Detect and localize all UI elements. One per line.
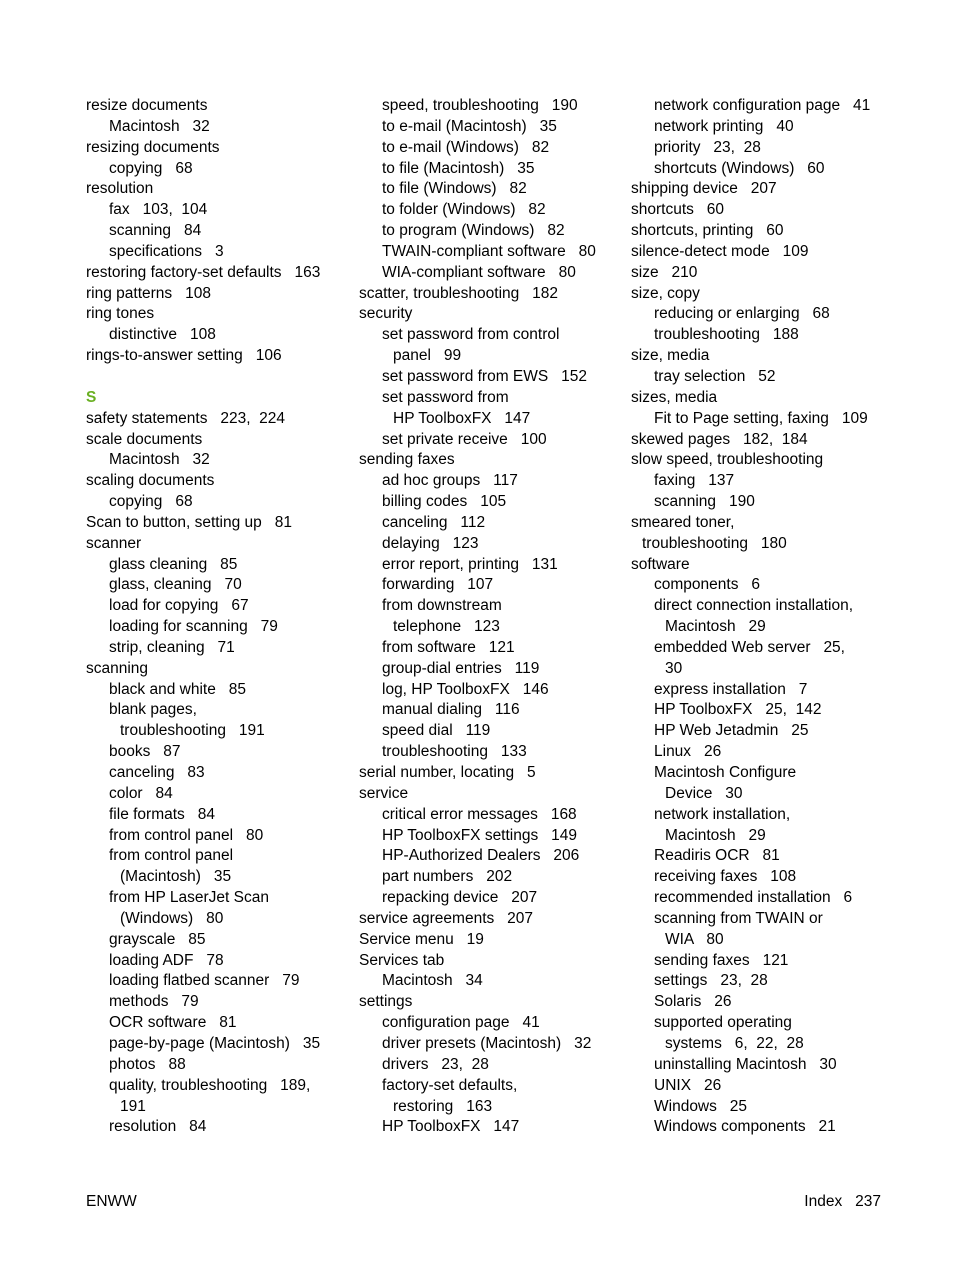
index-entry: slow speed, troubleshooting <box>631 451 824 469</box>
index-subentry: HP ToolboxFX settings 149 <box>382 826 578 844</box>
index-subentry-continuation: systems 6, 22, 28 <box>665 1034 804 1052</box>
index-entry: ring tones <box>86 305 155 323</box>
index-subentry: direct connection installation, <box>654 597 854 615</box>
index-subentry-continuation: telephone 123 <box>393 618 500 636</box>
index-subentry: receiving faxes 108 <box>654 868 797 886</box>
index-subentry: set password from <box>382 388 509 406</box>
index-entry: scanner <box>86 534 142 552</box>
index-subentry-continuation: panel 99 <box>393 347 462 365</box>
index-subentry: from control panel <box>109 847 234 865</box>
index-entry: Scan to button, setting up 81 <box>86 513 292 531</box>
index-subentry: network printing 40 <box>654 117 794 135</box>
index-subentry: manual dialing 116 <box>382 701 520 719</box>
index-subentry: TWAIN-compliant software 80 <box>382 242 596 260</box>
index-entry: Service menu 19 <box>359 930 484 948</box>
index-subentry: embedded Web server 25, <box>654 638 845 656</box>
index-entry: rings-to-answer setting 106 <box>86 347 282 365</box>
index-subentry: critical error messages 168 <box>382 805 577 823</box>
index-subentry: log, HP ToolboxFX 146 <box>382 680 549 698</box>
index-subentry: color 84 <box>109 784 173 802</box>
index-entry: scale documents <box>86 430 203 448</box>
index-entry: resizing documents <box>86 138 220 156</box>
index-subentry: shortcuts (Windows) 60 <box>654 159 825 177</box>
index-entry: size, media <box>631 347 710 365</box>
index-subentry: set private receive 100 <box>382 430 547 448</box>
index-subentry: Macintosh 32 <box>109 117 210 135</box>
index-entry: silence-detect mode 109 <box>631 242 809 260</box>
index-subentry: set password from control <box>382 326 560 344</box>
index-subentry: to e-mail (Macintosh) 35 <box>382 117 557 135</box>
index-subentry: to file (Macintosh) 35 <box>382 159 535 177</box>
index-subentry: glass cleaning 85 <box>109 555 238 573</box>
index-subentry: loading for scanning 79 <box>109 618 278 636</box>
index-entry: security <box>359 305 413 323</box>
index-subentry-continuation: WIA 80 <box>665 930 724 948</box>
index-subentry: methods 79 <box>109 993 199 1011</box>
index-subentry: to e-mail (Windows) 82 <box>382 138 550 156</box>
index-entry: safety statements 223, 224 <box>86 409 286 427</box>
index-subentry: from HP LaserJet Scan <box>109 889 269 907</box>
index-subentry: group-dial entries 119 <box>382 659 540 677</box>
index-subentry: repacking device 207 <box>382 889 538 907</box>
index-subentry: troubleshooting 133 <box>382 743 527 761</box>
index-subentry: copying 68 <box>109 493 193 511</box>
index-subentry-continuation: (Macintosh) 35 <box>120 868 232 886</box>
index-subentry: supported operating <box>654 1014 792 1032</box>
index-subentry: UNIX 26 <box>654 1076 722 1094</box>
index-subentry: part numbers 202 <box>382 868 513 886</box>
index-entry: Services tab <box>359 951 445 969</box>
index-subentry: file formats 84 <box>109 805 215 823</box>
index-entry: shipping device 207 <box>631 180 777 198</box>
index-entry: ring patterns 108 <box>86 284 211 302</box>
index-entry: resolution <box>86 180 154 198</box>
footer-page-number: Index 237 <box>804 1193 881 1210</box>
index-subentry: network configuration page 41 <box>654 97 871 114</box>
index-subentry-continuation: Macintosh 29 <box>665 618 766 636</box>
index-subentry: express installation 7 <box>654 680 808 698</box>
section-letter: S <box>86 388 97 406</box>
index-subentry: Macintosh 32 <box>109 451 210 469</box>
index-subentry: to file (Windows) 82 <box>382 180 527 198</box>
index-subentry: error report, printing 131 <box>382 555 558 573</box>
index-subentry: settings 23, 28 <box>654 972 768 990</box>
index-subentry: distinctive 108 <box>109 326 216 344</box>
index-subentry-continuation: 191 <box>120 1097 146 1115</box>
index-entry: scatter, troubleshooting 182 <box>359 284 559 302</box>
index-subentry: tray selection 52 <box>654 367 776 385</box>
index-subentry: Macintosh Configure <box>654 764 797 781</box>
index-entry-continuation: troubleshooting 180 <box>642 534 787 552</box>
index-entry: scaling documents <box>86 472 215 490</box>
index-subentry: Macintosh 34 <box>382 972 483 990</box>
index-subentry: delaying 123 <box>382 534 479 552</box>
index-entry: shortcuts 60 <box>631 201 725 219</box>
index-subentry: books 87 <box>109 743 181 761</box>
index-subentry: network installation, <box>654 805 791 823</box>
index-subentry: reducing or enlarging 68 <box>654 305 830 323</box>
index-subentry: uninstalling Macintosh 30 <box>654 1055 837 1073</box>
index-subentry: billing codes 105 <box>382 493 507 511</box>
index-entry: smeared toner, <box>631 513 735 531</box>
index-subentry-continuation: 30 <box>665 659 683 677</box>
index-entry: settings <box>359 993 413 1011</box>
footer-left: ENWW <box>86 1193 137 1210</box>
index-subentry: fax 103, 104 <box>109 201 208 219</box>
index-entry: sizes, media <box>631 388 718 406</box>
index-subentry: Windows components 21 <box>654 1118 836 1136</box>
index-subentry: HP-Authorized Dealers 206 <box>382 847 580 865</box>
index-subentry: to program (Windows) 82 <box>382 222 565 240</box>
index-entry: restoring factory-set defaults 163 <box>86 263 321 281</box>
index-subentry-continuation: Macintosh 29 <box>665 826 766 844</box>
index-subentry: specifications 3 <box>109 242 224 260</box>
index-subentry: from software 121 <box>382 638 515 656</box>
index-entry: service agreements 207 <box>359 909 534 927</box>
index-subentry: speed dial 119 <box>382 722 491 740</box>
index-subentry: load for copying 67 <box>109 597 249 615</box>
index-subentry: strip, cleaning 71 <box>109 638 235 656</box>
index-entry: shortcuts, printing 60 <box>631 222 784 240</box>
index-entry: service <box>359 784 409 802</box>
index-subentry: WIA-compliant software 80 <box>382 263 576 281</box>
index-subentry: glass, cleaning 70 <box>109 576 242 594</box>
index-entry: skewed pages 182, 184 <box>631 430 808 448</box>
index-entry: sending faxes <box>359 451 455 469</box>
index-subentry-continuation: troubleshooting 191 <box>120 722 265 740</box>
index-entry: resize documents <box>86 97 208 114</box>
index-subentry-continuation: (Windows) 80 <box>120 909 224 927</box>
index-subentry: scanning 84 <box>109 222 202 240</box>
index-subentry: components 6 <box>654 576 760 594</box>
index-subentry: photos 88 <box>109 1055 186 1073</box>
index-subentry: copying 68 <box>109 159 193 177</box>
index-column-2 <box>359 96 621 1138</box>
index-column-1 <box>86 96 348 1138</box>
index-subentry: faxing 137 <box>654 472 735 490</box>
index-subentry: HP ToolboxFX 25, 142 <box>654 701 822 719</box>
index-subentry: sending faxes 121 <box>654 951 789 969</box>
index-subentry: resolution 84 <box>109 1118 207 1136</box>
index-subentry: blank pages, <box>109 701 197 719</box>
index-subentry: canceling 112 <box>382 513 486 531</box>
index-subentry: Readiris OCR 81 <box>654 847 780 865</box>
index-subentry: set password from EWS 152 <box>382 367 588 385</box>
index-subentry: scanning from TWAIN or <box>654 909 823 927</box>
index-subentry: loading flatbed scanner 79 <box>109 972 300 990</box>
index-subentry: black and white 85 <box>109 680 247 698</box>
index-subentry: Solaris 26 <box>654 993 732 1011</box>
index-subentry: grayscale 85 <box>109 930 206 948</box>
index-subentry: to folder (Windows) 82 <box>382 201 546 219</box>
index-subentry: forwarding 107 <box>382 576 494 594</box>
index-entry: size 210 <box>631 263 698 281</box>
index-subentry: ad hoc groups 117 <box>382 472 518 490</box>
index-subentry: configuration page 41 <box>382 1014 540 1032</box>
index-subentry: recommended installation 6 <box>654 889 853 907</box>
index-subentry: from control panel 80 <box>109 826 264 844</box>
index-subentry: priority 23, 28 <box>654 138 761 156</box>
index-subentry: loading ADF 78 <box>109 951 224 969</box>
index-subentry-continuation: Device 30 <box>665 784 743 802</box>
index-subentry: factory-set defaults, <box>382 1076 518 1094</box>
index-subentry: quality, troubleshooting 189, <box>109 1076 311 1094</box>
index-subentry: Windows 25 <box>654 1097 748 1115</box>
index-subentry: page-by-page (Macintosh) 35 <box>109 1034 321 1052</box>
index-subentry: drivers 23, 28 <box>382 1055 489 1073</box>
index-subentry: canceling 83 <box>109 764 205 781</box>
index-entry: serial number, locating 5 <box>359 764 536 781</box>
index-subentry-continuation: restoring 163 <box>393 1097 493 1115</box>
index-subentry: troubleshooting 188 <box>654 326 799 344</box>
index-subentry: speed, troubleshooting 190 <box>382 97 578 114</box>
index-subentry: Fit to Page setting, faxing 109 <box>654 409 868 427</box>
index-subentry-continuation: HP ToolboxFX 147 <box>393 409 531 427</box>
index-entry: scanning <box>86 659 149 677</box>
index-column-3 <box>631 96 893 1138</box>
index-subentry: OCR software 81 <box>109 1014 237 1032</box>
index-entry: size, copy <box>631 284 700 302</box>
index-subentry: driver presets (Macintosh) 32 <box>382 1034 592 1052</box>
index-entry: software <box>631 555 690 573</box>
index-subentry: Linux 26 <box>654 743 722 761</box>
section-gap <box>86 367 348 388</box>
index-subentry: HP Web Jetadmin 25 <box>654 722 809 740</box>
index-subentry: HP ToolboxFX 147 <box>382 1118 520 1136</box>
index-subentry: from downstream <box>382 597 502 615</box>
index-subentry: scanning 190 <box>654 493 755 511</box>
